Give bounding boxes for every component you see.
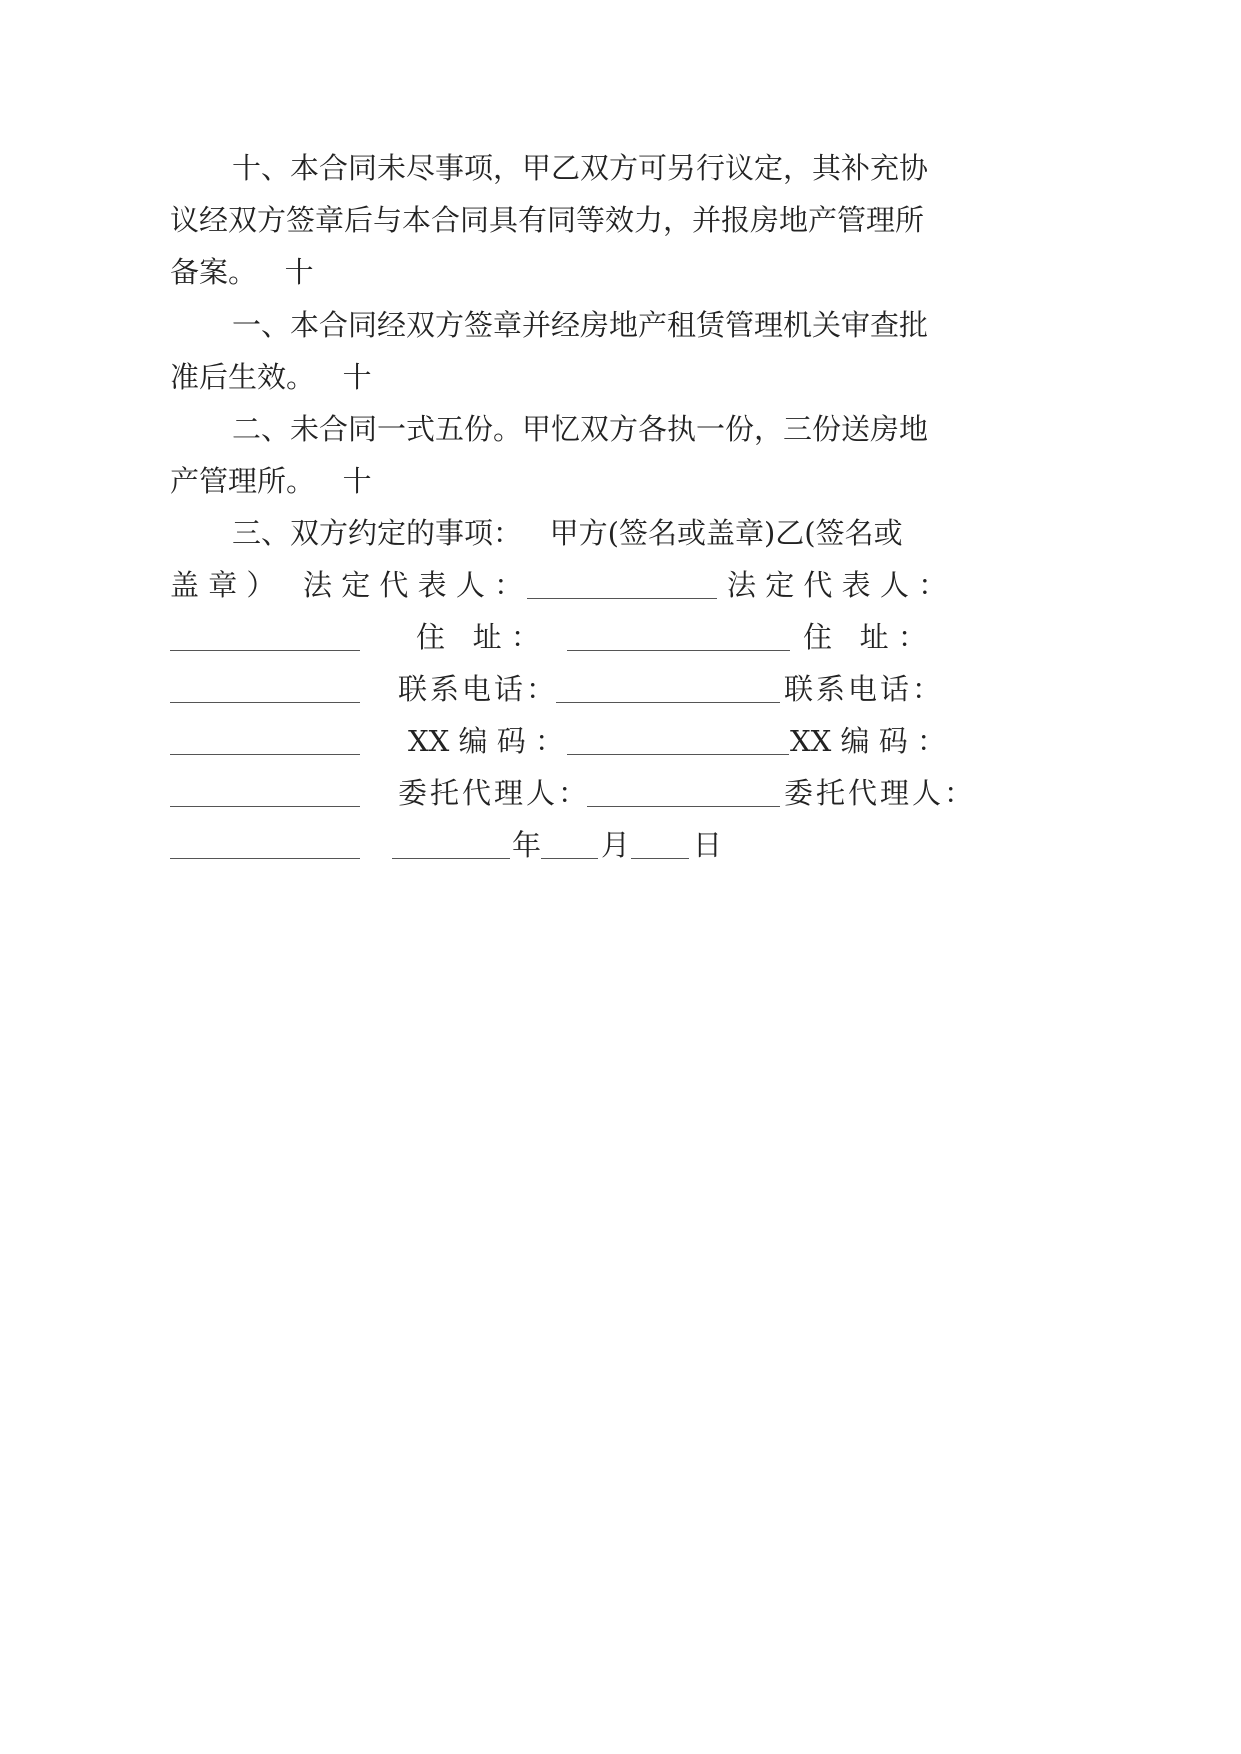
date-day-blank [631, 858, 689, 859]
agent-blank-party-a [587, 806, 780, 807]
address-label-party-b: 住 址 ： [803, 620, 927, 654]
postal-code-blank-party-b [170, 806, 360, 807]
paragraph-13-line-1: 三、双方约定的事项： 甲方(签名或盖章)乙(签名或 [232, 516, 903, 550]
date-year-label: 年 [512, 828, 542, 862]
paragraph-10-line-1: 十、本合同未尽事项，甲乙双方可另行议定，其补充协 [232, 151, 929, 185]
phone-label-party-b: 联系电话： [784, 672, 945, 706]
date-month-blank [541, 858, 598, 859]
paragraph-10-line-2: 议经双方签章后与本合同具有同等效力，并报房地产管理所 [170, 203, 925, 237]
paragraph-10-line-3: 备案。 十 [170, 255, 314, 289]
agent-blank-party-b [170, 858, 360, 859]
legal-representative-label-party-b: 法 定 代 表 人 ： [727, 568, 948, 602]
phone-blank-party-a [556, 702, 780, 703]
paragraph-12-line-1: 二、未合同一式五份。甲忆双方各执一份，三份送房地 [232, 412, 929, 446]
postal-code-label-party-a: XX 编 码 ： [408, 724, 564, 758]
legal-representative-blank-party-b [170, 650, 360, 651]
agent-label-party-a: 委托代理人： [398, 776, 591, 810]
date-year-blank [392, 858, 510, 859]
address-blank-party-b [170, 702, 360, 703]
postal-code-label-party-b: XX 编 码 ： [790, 724, 946, 758]
address-blank-party-a [567, 650, 790, 651]
paragraph-11-line-1: 一、本合同经双方签章并经房地产租赁管理机关审查批 [232, 308, 929, 342]
legal-representative-blank-party-a [527, 598, 717, 599]
paragraph-13-line-2-start: 盖 章 ） [170, 568, 276, 602]
agent-label-party-b: 委托代理人： [784, 776, 977, 810]
legal-representative-label-party-a: 法 定 代 表 人 ： [303, 568, 524, 602]
address-label-party-a: 住 址 ： [416, 620, 540, 654]
phone-blank-party-b [170, 754, 360, 755]
phone-label-party-a: 联系电话： [398, 672, 559, 706]
date-month-label: 月 [601, 828, 631, 862]
date-day-label: 日 [693, 828, 723, 862]
paragraph-12-line-2: 产管理所。 十 [170, 464, 372, 498]
postal-code-blank-party-a [567, 754, 789, 755]
paragraph-11-line-2: 准后生效。 十 [170, 360, 372, 394]
